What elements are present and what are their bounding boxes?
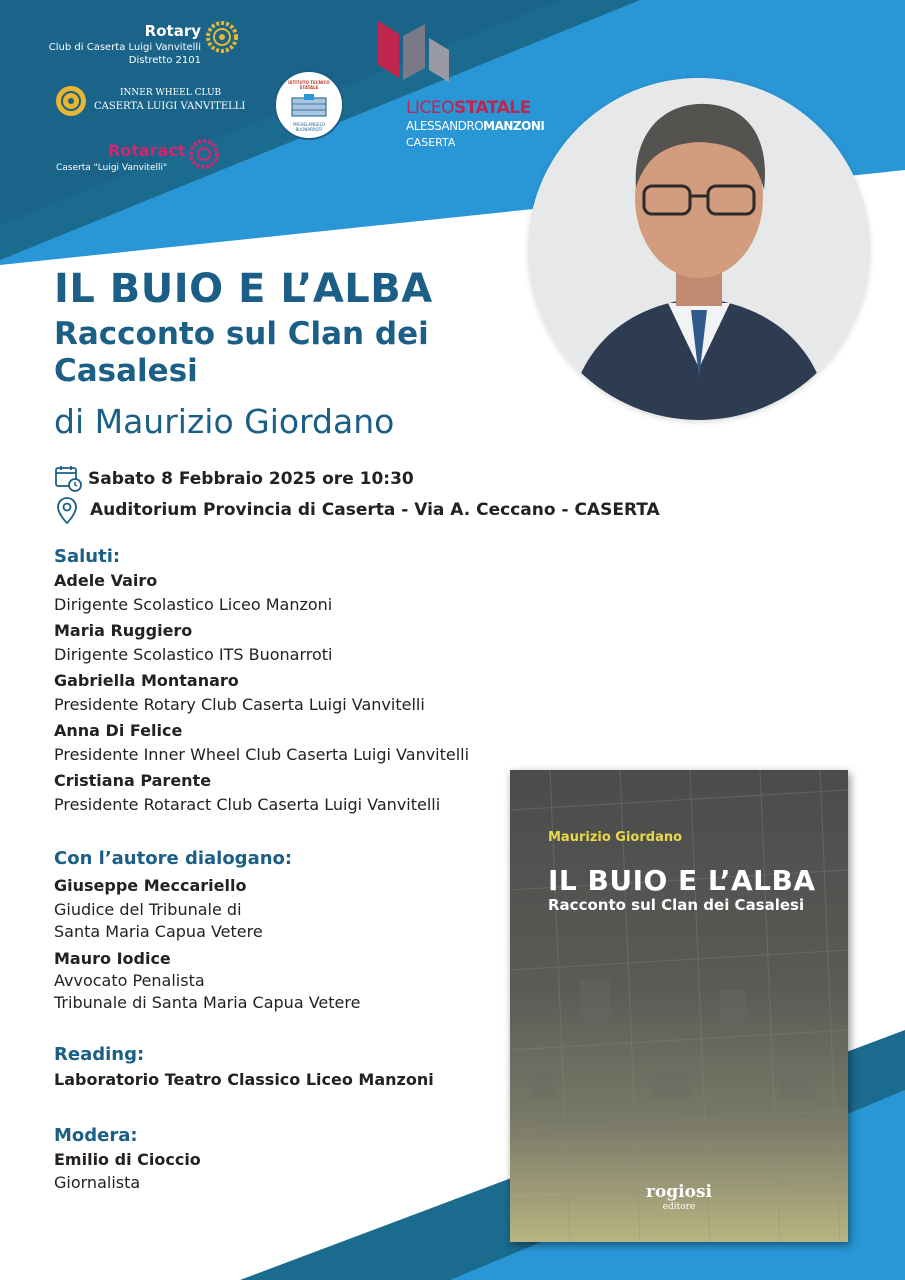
dialogo-role: Avvocato Penalista	[54, 971, 205, 990]
its-text: ISTITUTO TECNICO STATALE	[288, 80, 330, 90]
saluti-name: Cristiana Parente	[54, 771, 212, 790]
dialogo-name: Mauro Iodice	[54, 949, 171, 968]
event-location: Auditorium Provincia di Caserta - Via A. Ceccano - CASERTA	[90, 500, 660, 520]
modera-role: Giornalista	[54, 1173, 141, 1192]
saluti-role: Presidente Rotary Club Caserta Luigi Vanvitelli	[54, 695, 425, 714]
rotaract-name: Rotaract	[108, 141, 186, 160]
liceo-emblem-icon	[377, 16, 457, 86]
liceo-word1: LICEO	[406, 98, 454, 118]
saluti-name: Maria Ruggiero	[54, 621, 193, 640]
saluti-role: Presidente Inner Wheel Club Caserta Luigi Vanvitelli	[54, 745, 470, 764]
rotary-club: Club di Caserta Luigi Vanvitelli	[48, 42, 201, 53]
inner-wheel-logo	[54, 84, 244, 118]
calendar-icon	[54, 464, 82, 492]
saluti-role: Dirigente Scolastico Liceo Manzoni	[54, 595, 333, 614]
liceo-manzoni: MANZONI	[483, 119, 545, 133]
saluti-heading: Saluti:	[54, 546, 121, 567]
saluti-name: Gabriella Montanaro	[54, 671, 239, 690]
its-buonarroti-logo	[274, 70, 344, 140]
event-subtitle: Racconto sul Clan dei Casalesi	[54, 316, 429, 389]
dialogo-role: Tribunale di Santa Maria Capua Vetere	[54, 993, 361, 1012]
rotary-logo	[48, 20, 239, 70]
dialogo-role: Santa Maria Capua Vetere	[54, 922, 263, 941]
rotary-wheel-icon	[205, 20, 239, 54]
liceo-alessandro: ALESSANDRO	[406, 119, 484, 133]
event-date: Sabato 8 Febbraio 2025 ore 10:30	[88, 469, 414, 489]
rotary-name: Rotary	[144, 22, 201, 40]
liceo-word2: STATALE	[453, 98, 531, 118]
inner-wheel-line2: CASERTA LUIGI VANVITELLI	[94, 101, 246, 112]
book-subtitle: Racconto sul Clan dei Casalesi	[548, 896, 805, 914]
dialogo-heading: Con l’autore dialogano:	[54, 848, 293, 869]
rotaract-logo	[56, 138, 226, 176]
author-portrait-illustration	[528, 78, 870, 420]
saluti-role: Dirigente Scolastico ITS Buonarroti	[54, 645, 333, 664]
book-title: IL BUIO E L’ALBA	[548, 864, 816, 897]
book-author: Maurizio Giordano	[548, 830, 683, 845]
inner-wheel-line1: INNER WHEEL CLUB	[120, 88, 222, 98]
book-cover	[510, 770, 848, 1242]
rotaract-city: Caserta "Luigi Vanvitelli"	[56, 163, 168, 173]
modera-heading: Modera:	[54, 1125, 138, 1146]
rotaract-wheel-icon	[188, 138, 220, 170]
book-publisher-sub: editore	[662, 1202, 696, 1212]
liceo-line3: CASERTA	[406, 136, 456, 149]
location-pin-icon	[56, 496, 78, 526]
event-author: di Maurizio Giordano	[54, 402, 395, 441]
dialogo-name: Giuseppe Meccariello	[54, 876, 247, 895]
saluti-role: Presidente Rotaract Club Caserta Luigi Vanvitelli	[54, 795, 441, 814]
school-building-icon	[290, 94, 328, 118]
liceo-manzoni-logo	[377, 16, 545, 156]
modera-name: Emilio di Cioccio	[54, 1150, 201, 1169]
reading-text: Laboratorio Teatro Classico Liceo Manzoni	[54, 1070, 434, 1089]
its-name: MICHELANGELO BUONARROTI	[293, 122, 325, 132]
reading-heading: Reading:	[54, 1044, 145, 1065]
liceo-line1	[406, 98, 531, 118]
dialogo-role: Giudice del Tribunale di	[54, 900, 242, 919]
event-title: IL BUIO E L’ALBA	[54, 266, 433, 312]
rotary-district: Distretto 2101	[128, 55, 201, 66]
saluti-name: Anna Di Felice	[54, 721, 183, 740]
book-publisher: rogiosi	[645, 1182, 712, 1202]
saluti-name: Adele Vairo	[54, 571, 158, 590]
author-portrait	[528, 78, 870, 420]
inner-wheel-icon	[54, 84, 88, 118]
liceo-line2	[406, 119, 544, 133]
